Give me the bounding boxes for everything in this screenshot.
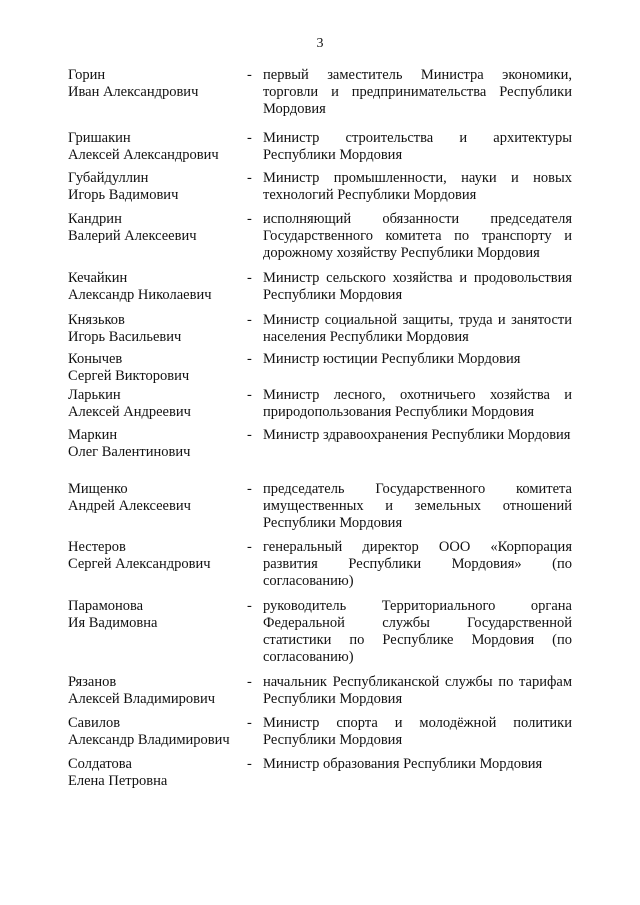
person-name	[68, 387, 248, 421]
dash-separator: -	[247, 427, 252, 443]
given-name: Александр Владимирович	[68, 732, 230, 748]
dash-separator: -	[247, 270, 252, 286]
position-title: Министр образования Республики Мордовия	[263, 756, 543, 772]
person-name	[68, 481, 248, 515]
dash-separator: -	[247, 481, 252, 497]
surname: Маркин	[68, 427, 118, 443]
person-name	[68, 715, 248, 749]
surname: Савилов	[68, 715, 121, 731]
dash-separator: -	[247, 539, 252, 555]
position-title: Министр сельского хозяйства и продовольствия Республики Мордовия	[263, 270, 572, 303]
surname: Гришакин	[68, 130, 131, 146]
given-name: Андрей Алексеевич	[68, 498, 191, 514]
surname: Кечайкин	[68, 270, 128, 286]
person-name	[68, 130, 248, 164]
position-title: начальник Республиканской службы по тарифам Республики Мордовия	[263, 674, 572, 707]
dash-separator: -	[247, 67, 252, 83]
dash-separator: -	[247, 715, 252, 731]
surname: Мищенко	[68, 481, 128, 497]
person-name	[68, 351, 248, 385]
given-name: Игорь Вадимович	[68, 187, 179, 203]
dash-separator: -	[247, 130, 252, 146]
dash-separator: -	[247, 756, 252, 772]
surname: Рязанов	[68, 674, 117, 690]
surname: Горин	[68, 67, 106, 83]
page-number: 3	[316, 36, 324, 51]
dash-separator: -	[247, 674, 252, 690]
given-name: Олег Валентинович	[68, 444, 191, 460]
position-title: Министр промышленности, науки и новых технологий Республики Мордовия	[263, 170, 572, 203]
given-name: Александр Николаевич	[68, 287, 212, 303]
surname: Солдатова	[68, 756, 132, 772]
dash-separator: -	[247, 211, 252, 227]
position-title: председатель Государственного комитета имущественных и земельных отношений Республики Мордовия	[263, 481, 572, 531]
surname: Князьков	[68, 312, 125, 328]
given-name: Елена Петровна	[68, 773, 168, 789]
given-name: Сергей Александрович	[68, 556, 211, 572]
dash-separator: -	[247, 312, 252, 328]
given-name: Ия Вадимовна	[68, 615, 158, 631]
person-name	[68, 67, 248, 101]
person-name	[68, 674, 248, 708]
surname: Кандрин	[68, 211, 122, 227]
given-name: Валерий Алексеевич	[68, 228, 197, 244]
position-title: руководитель Территориального органа Федеральной службы Государственной статистики по Республике Мордовия (по согласованию)	[263, 598, 572, 665]
position-title: Министр здравоохранения Республики Мордовия	[263, 427, 571, 443]
dash-separator: -	[247, 387, 252, 403]
person-name	[68, 539, 248, 573]
position-title: Министр социальной защиты, труда и занятости населения Республики Мордовия	[263, 312, 572, 345]
position-title: Министр спорта и молодёжной политики Республики Мордовия	[263, 715, 572, 748]
dash-separator: -	[247, 351, 252, 367]
person-name	[68, 170, 248, 204]
position-title: Министр юстиции Республики Мордовия	[263, 351, 521, 367]
person-name	[68, 756, 248, 790]
position-title: первый заместитель Министра экономики, торговли и предпринимательства Республики Мордовия	[263, 67, 572, 117]
surname: Конычев	[68, 351, 123, 367]
surname: Ларькин	[68, 387, 121, 403]
person-name	[68, 598, 248, 632]
person-name	[68, 312, 248, 346]
surname: Нестеров	[68, 539, 126, 555]
dash-separator: -	[247, 598, 252, 614]
given-name: Алексей Андреевич	[68, 404, 191, 420]
given-name: Иван Александрович	[68, 84, 199, 100]
person-name	[68, 427, 248, 461]
given-name: Алексей Александрович	[68, 147, 219, 163]
given-name: Игорь Васильевич	[68, 329, 182, 345]
given-name: Алексей Владимирович	[68, 691, 216, 707]
position-title: Министр строительства и архитектуры Республики Мордовия	[263, 130, 572, 163]
dash-separator: -	[247, 170, 252, 186]
position-title: генеральный директор ООО «Корпорация развития Республики Мордовия» (по согласованию)	[263, 539, 572, 589]
surname: Губайдуллин	[68, 170, 149, 186]
person-name	[68, 270, 248, 304]
surname: Парамонова	[68, 598, 144, 614]
given-name: Сергей Викторович	[68, 368, 190, 384]
position-title: Министр лесного, охотничьего хозяйства и природопользования Республики Мордовия	[263, 387, 572, 420]
position-title: исполняющий обязанности председателя Государственного комитета по транспорту и дорожному хозяйству Республики Мордовия	[263, 211, 572, 261]
person-name	[68, 211, 248, 245]
